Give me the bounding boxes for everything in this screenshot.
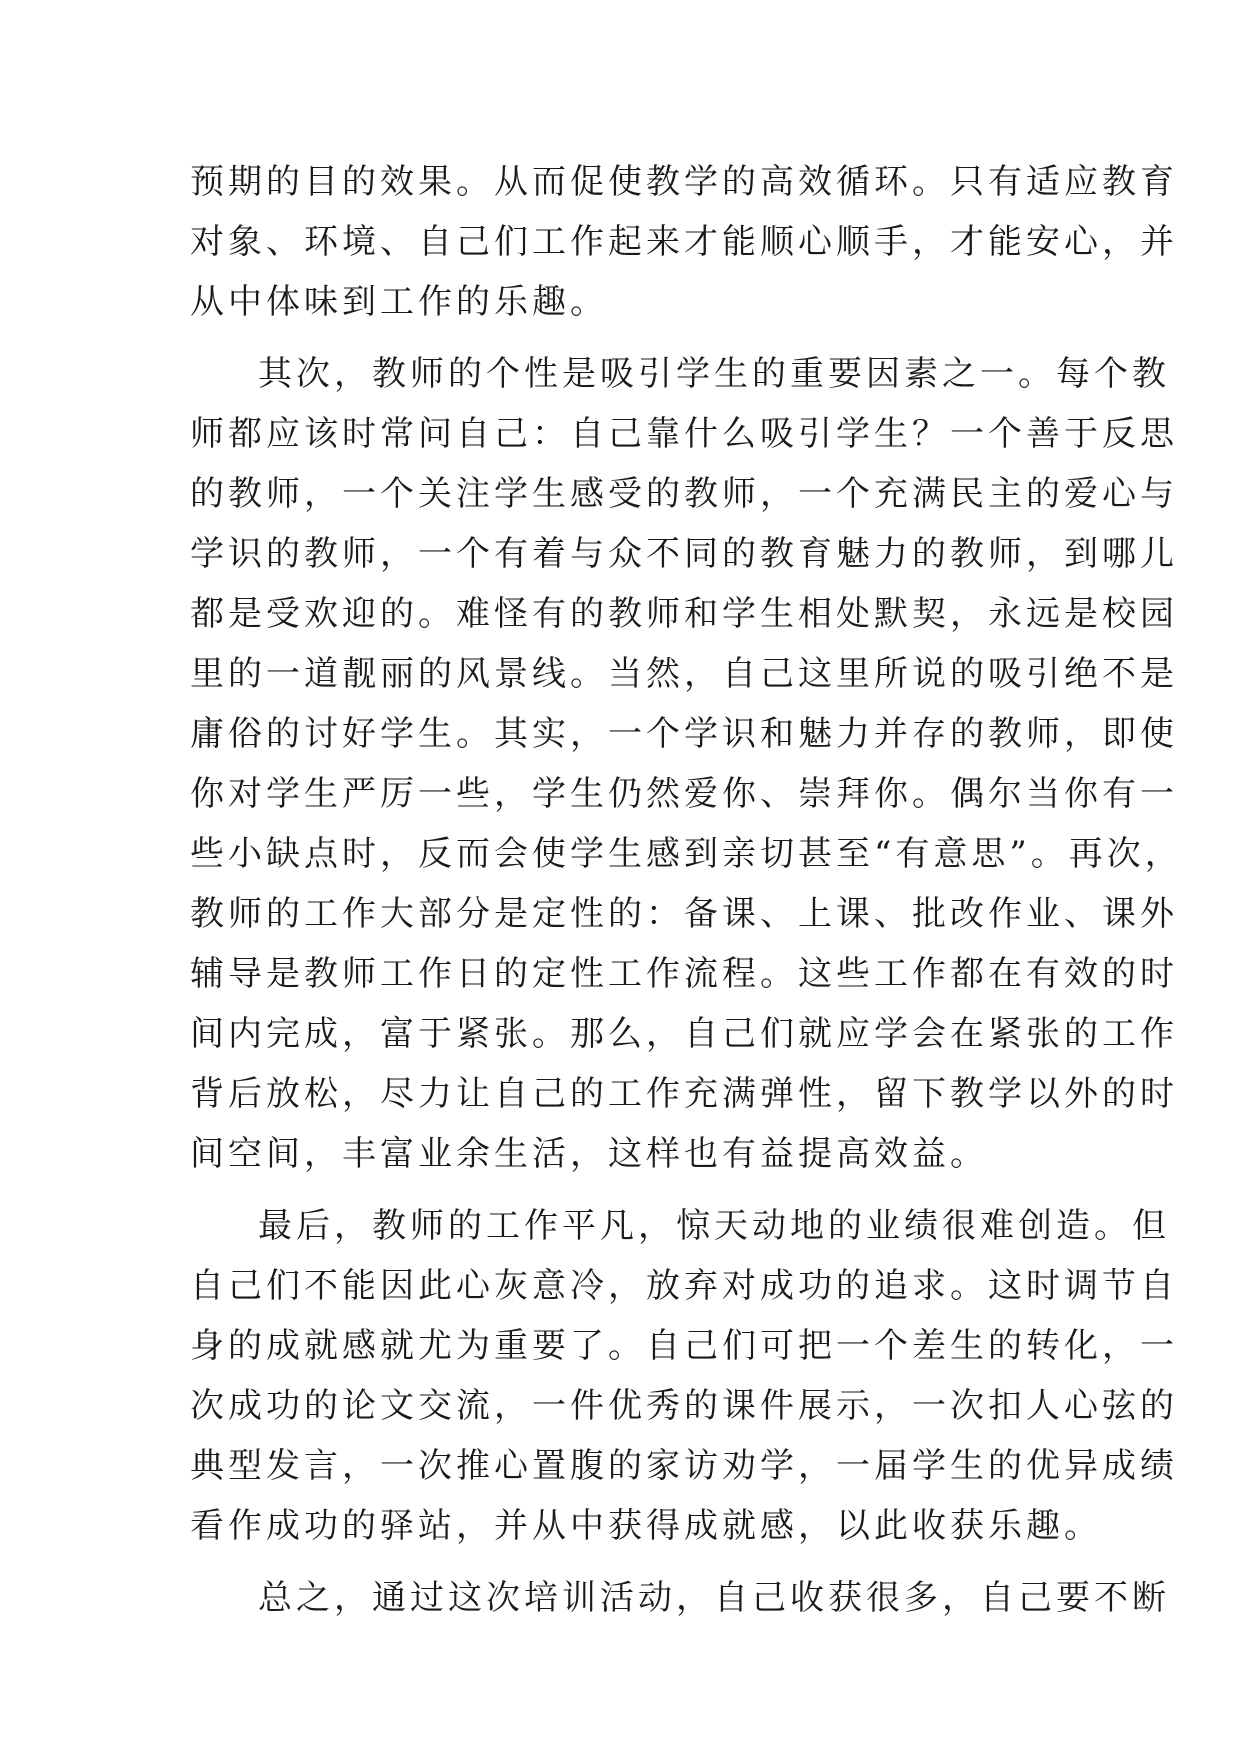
text-line: 对象、环境、自己们工作起来才能顺心顺手，才能安心，并	[190, 222, 1178, 262]
text-line: 间内完成，富于紧张。那么，自己们就应学会在紧张的工作	[190, 1014, 1178, 1054]
paragraph-gap	[190, 332, 1060, 344]
text-line: 背后放松，尽力让自己的工作充满弹性，留下教学以外的时	[190, 1074, 1178, 1114]
text-line: 身的成就感就尤为重要了。自己们可把一个差生的转化，一	[190, 1326, 1178, 1366]
text-line: 些小缺点时，反而会使学生感到亲切甚至“有意思”。再次，	[190, 834, 1183, 874]
document-body	[190, 152, 1183, 1628]
text-line: 最后，教师的工作平凡，惊天动地的业绩很难创造。但	[258, 1206, 1170, 1246]
text-line: 自己们不能因此心灰意冷，放弃对成功的追求。这时调节自	[190, 1266, 1178, 1306]
paragraph-4	[190, 1568, 1170, 1628]
paragraph-1	[190, 152, 1178, 332]
paragraph-gap	[190, 1184, 1060, 1196]
text-line: 你对学生严厉一些，学生仍然爱你、崇拜你。偶尔当你有一	[190, 774, 1178, 814]
paragraph-gap	[190, 1556, 1060, 1568]
text-line: 辅导是教师工作日的定性工作流程。这些工作都在有效的时	[190, 954, 1178, 994]
paragraph-3	[190, 1196, 1178, 1556]
text-line: 庸俗的讨好学生。其实，一个学识和魅力并存的教师，即使	[190, 714, 1178, 754]
paragraph-2	[190, 344, 1183, 1184]
text-line: 的教师，一个关注学生感受的教师，一个充满民主的爱心与	[190, 474, 1178, 514]
text-line: 学识的教师，一个有着与众不同的教育魅力的教师，到哪儿	[190, 534, 1178, 574]
text-line: 里的一道靓丽的风景线。当然，自己这里所说的吸引绝不是	[190, 654, 1178, 694]
text-line: 间空间，丰富业余生活，这样也有益提高效益。	[190, 1134, 988, 1174]
text-line: 预期的目的效果。从而促使教学的高效循环。只有适应教育	[190, 162, 1178, 202]
text-line: 总之，通过这次培训活动，自己收获很多，自己要不断	[258, 1578, 1170, 1618]
text-line: 师都应该时常问自己：自己靠什么吸引学生？一个善于反思	[190, 414, 1178, 454]
text-line: 看作成功的驿站，并从中获得成就感，以此收获乐趣。	[190, 1506, 1102, 1546]
text-line: 都是受欢迎的。难怪有的教师和学生相处默契，永远是校园	[190, 594, 1178, 634]
text-line: 教师的工作大部分是定性的：备课、上课、批改作业、课外	[190, 894, 1178, 934]
text-line: 其次，教师的个性是吸引学生的重要因素之一。每个教	[258, 354, 1170, 394]
text-line: 从中体味到工作的乐趣。	[190, 282, 608, 322]
text-line: 典型发言，一次推心置腹的家访劝学，一届学生的优异成绩	[190, 1446, 1178, 1486]
text-line: 次成功的论文交流，一件优秀的课件展示，一次扣人心弦的	[190, 1386, 1178, 1426]
